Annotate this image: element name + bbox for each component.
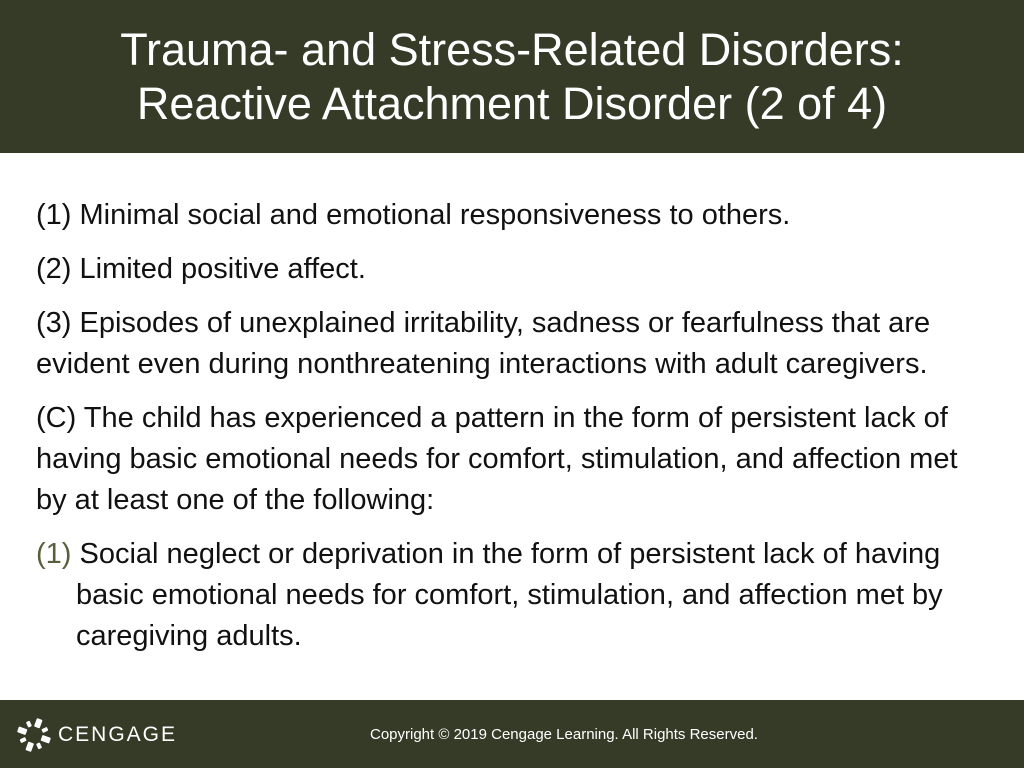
sub-item-number: (1): [36, 538, 72, 570]
sub-item-text: Social neglect or deprivation in the form of persistent lack of having basic emotional needs for comfort, stimulation, and affection met by caregiving adults.: [76, 538, 943, 652]
slide-title-line-2: Reactive Attachment Disorder (2 of 4): [136, 77, 888, 129]
cengage-logo-icon: [16, 717, 52, 753]
sub-item: [36, 534, 996, 657]
body-item-1: (1) Minimal social and emotional responsiveness to others.: [36, 199, 791, 231]
slide-title-line-1: Trauma- and Stress-Related Disorders:: [120, 23, 904, 75]
body-item-c: (C) The child has experienced a pattern in the form of persistent lack of having basic emotional needs for comfort, stimulation, and affection met by at least one of the following:: [36, 402, 958, 516]
body-item-2: (2) Limited positive affect.: [36, 253, 366, 285]
slide-body: [36, 195, 996, 657]
footer-bar: [0, 700, 1024, 768]
cengage-logo-text: CENGAGE: [58, 723, 178, 746]
cengage-logo: [16, 717, 177, 753]
body-item-3: (3) Episodes of unexplained irritability, sadness or fearfulness that are evident even during nonthreatening interactions with adult caregivers.: [36, 307, 931, 380]
copyright-text: Copyright © 2019 Cengage Learning. All Rights Reserved.: [370, 726, 758, 743]
title-bar: [0, 0, 1024, 153]
